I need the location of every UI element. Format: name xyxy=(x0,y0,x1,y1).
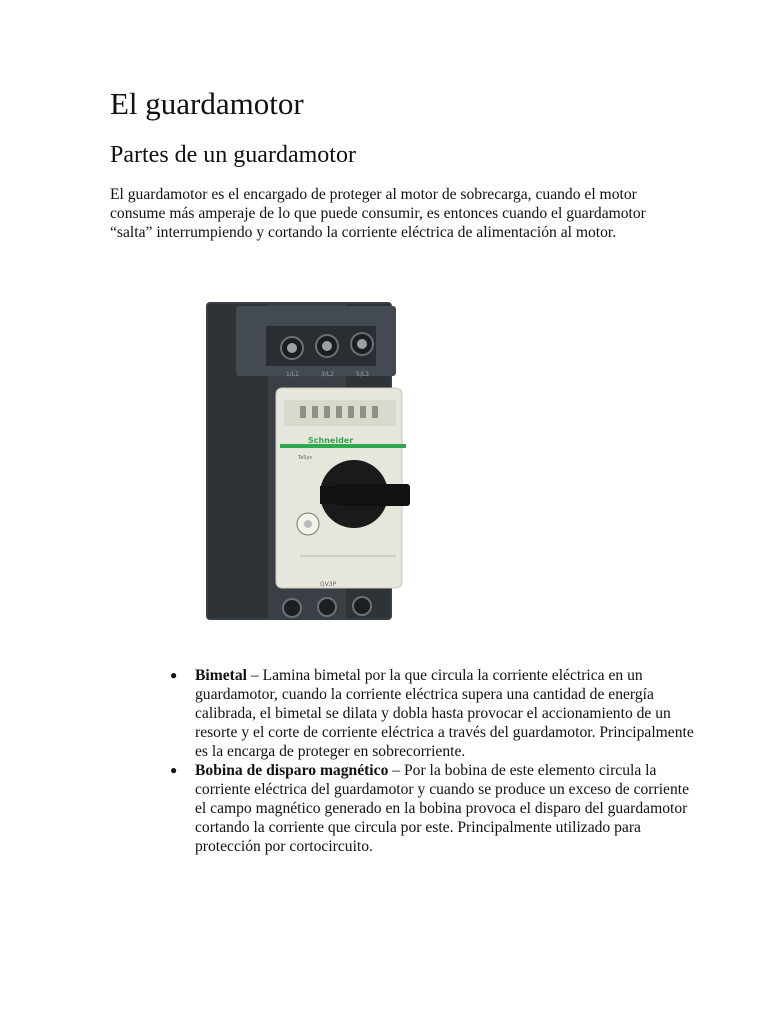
terminal-label-2: 3/L2 xyxy=(321,371,334,378)
bottom-terminal-screws xyxy=(283,597,371,617)
motor-protector-illustration xyxy=(196,296,436,626)
brand-logo-text: Schneider xyxy=(308,436,354,445)
bullet-icon: ● xyxy=(170,668,178,682)
list-item xyxy=(170,666,695,761)
bullet-icon: ● xyxy=(170,763,178,777)
page-title: El guardamotor xyxy=(110,86,304,121)
list-item-term: Bobina de disparo magnético xyxy=(195,762,389,779)
terminal-label-1: 1/L1 xyxy=(286,371,299,378)
list-item-term: Bimetal xyxy=(195,667,247,684)
list-item-text: – Lamina bimetal por la que circula la corriente eléctrica en un guardamotor, cuando la corriente eléctrica supera una cantidad de energía calibrada, el bimetal se dilata y dobla hasta provocar el accionamiento de un resorte y el corte de corriente eléctrica a través del guardamotor. Principalmente es la encarga de proteger en sobrecorriente. xyxy=(195,667,694,760)
model-label: TeSys xyxy=(298,455,313,461)
top-terminal-labels xyxy=(286,371,369,378)
terminal-label-3: 5/L3 xyxy=(356,371,369,378)
intro-paragraph: El guardamotor es el encargado de proteger al motor de sobrecarga, cuando el motor consume más amperaje de lo que puede consumir, es entonces cuando el guardamotor “salta” interrumpiendo y cortando la corriente eléctrica de alimentación al motor. xyxy=(110,186,646,241)
parts-list xyxy=(164,666,695,856)
top-terminal-screws xyxy=(281,333,373,359)
section-heading: Partes de un guardamotor xyxy=(110,142,356,168)
list-item-text: – Por la bobina de este elemento circula la corriente eléctrica del guardamotor y cuando se produce un exceso de corriente el campo magnético generado en la bobina provoca el disparo del guardamotor cortando la corriente que circula por este. Principalmente utilizado para protección por cortocircuito. xyxy=(195,762,689,855)
list-item xyxy=(170,761,695,856)
motor-protector-photo xyxy=(196,296,436,626)
bottom-model-label: GV3P xyxy=(320,581,337,588)
